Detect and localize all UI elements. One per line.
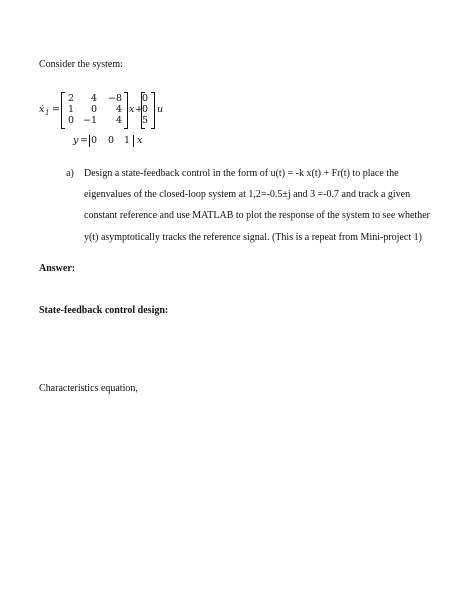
matrix-a-cell: 0 (67, 115, 74, 126)
row-c-cell: 0 (107, 135, 114, 146)
state-u-var: u (157, 104, 164, 115)
intro-text: Consider the system: (39, 59, 123, 70)
state-equals: = (52, 104, 60, 115)
plus-sign: + (135, 104, 143, 115)
question-marker: a) (66, 168, 74, 179)
characteristic-equation-text: Characteristics equation, (39, 383, 138, 394)
output-x-var: x (137, 135, 143, 146)
xdot-symbol: ẋ (39, 104, 45, 115)
section-heading: State-feedback control design: (39, 305, 169, 316)
question-line: constant reference and use MATLAB to plot the response of the system to see whether (84, 210, 431, 221)
question-line: Design a state-feedback control in the form of u(t) = -k x(t) + Fr(t) to place the (84, 168, 399, 179)
xdot-subscript: 1 (45, 109, 50, 117)
matrix-a-cell: −8 (107, 93, 122, 104)
answer-heading: Answer: (39, 263, 76, 274)
output-y-var: y (73, 135, 79, 146)
output-equals: = (80, 135, 88, 146)
matrix-a-cell: 4 (90, 93, 97, 104)
matrix-a-cell: 2 (67, 93, 74, 104)
state-x-var: x (129, 104, 135, 115)
row-c-cell: 1 (123, 135, 130, 146)
matrix-b-cell: 0 (141, 93, 148, 104)
row-c-cell: 0 (90, 135, 97, 146)
matrix-a-right-bracket (124, 92, 128, 129)
matrix-a-cell: 0 (90, 104, 97, 115)
question-line: eigenvalues of the closed-loop system at 1,2=-0.5±j and 3 =-0.7 and track a given (84, 189, 411, 200)
matrix-b-cell: 5 (141, 115, 148, 126)
matrix-a-cell: 4 (115, 115, 122, 126)
matrix-b-cell: 0 (141, 104, 148, 115)
matrix-a-cell: 4 (115, 104, 122, 115)
matrix-b-right-bracket (151, 92, 155, 129)
question-line: y(t) asymptotically tracks the reference signal. (This is a repeat from Mini-project 1) (84, 232, 422, 243)
row-c-right-bar (133, 135, 134, 147)
matrix-a-cell: 1 (67, 104, 74, 115)
matrix-a-cell: −1 (82, 115, 97, 126)
